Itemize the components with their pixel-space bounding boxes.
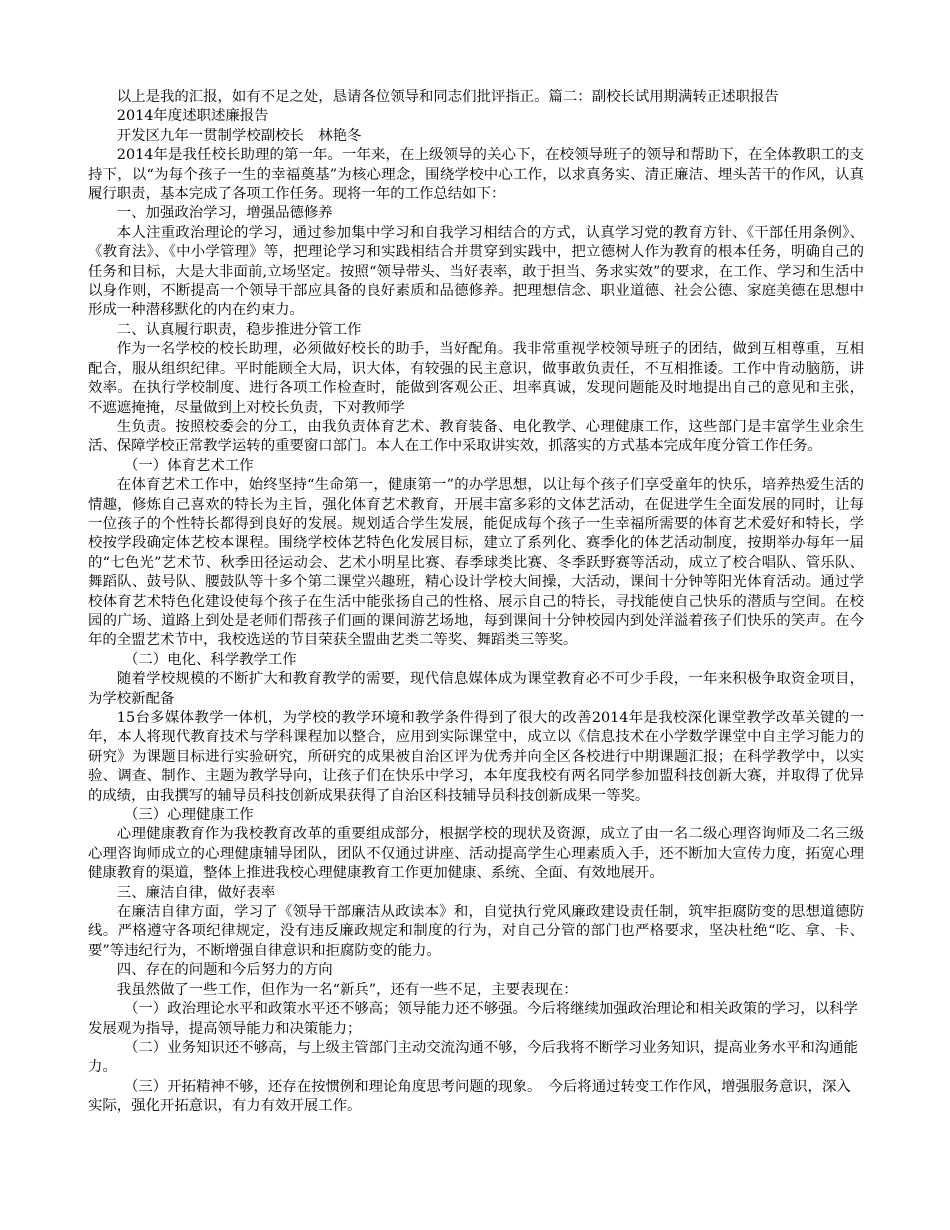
subsection-heading: （三）心理健康工作 bbox=[124, 807, 254, 824]
body-paragraph: 作为一名学校的校长助理，必须做好校长的助手，当好配角。我非常重视学校领导班子的团结，做到互相尊重，互相配合，服从组织纪律。平时能顾全大局，识大体，有较强的民主意识，做事敢负责任，不互相推诿。工作中肯动脑筋，讲效率。在执行学校制度、进行各项工作检查时，能做到客观公正、坦率真诚，发现问题能及时地提出自己的意见和主张，不遮遮掩掩，尽量做到上对校长负责，下对教师学 bbox=[88, 341, 864, 416]
intro-paragraph: 以上是我的汇报，如有不足之处，恳请各位领导和同志们批评指正。篇二：副校长试用期满转正述职报告 bbox=[116, 89, 779, 105]
body-paragraph: 我虽然做了一些工作，但作为一名“新兵”，还有一些不足，主要表现在： bbox=[116, 981, 578, 998]
section-heading: 二、认真履行职责，稳步推进分管工作 bbox=[116, 321, 362, 338]
list-item: （一）政治理论水平和政策水平还不够高；领导能力还不够强。今后将继续加强政治理论和相关政策的学习，以科学发展观为指导，提高领导能力和决策能力； bbox=[88, 1001, 858, 1037]
body-paragraph: 随着学校规模的不断扩大和教育教学的需要，现代信息媒体成为课堂教育必不可少手段，一年来积极争取资金项目，为学校新配备 bbox=[88, 671, 864, 707]
list-item: （三）开拓精神不够，还存在按惯例和理论角度思考问题的现象。 今后将通过转变工作作风，增强服务意识，深入实际，强化开拓意识，有力有效开展工作。 bbox=[88, 1078, 851, 1115]
body-paragraph: 本人注重政治理论的学习，通过参加集中学习和自我学习相结合的方式，认真学习党的教育方针、《干部任用条例》、《教育法》、《中小学管理》等，把理论学习和实践相结合并贯穿到实践中，把立德树人作为教育的根本任务，明确自己的任务和目标，大是大非面前,立场坚定。按照“领导带头、当好表率，敢于担当、务求实效”的要求，在工作、学习和生活中以身作则，不断提高一个领导干部应具备的良好素质和品德修养。把理想信念、职业道德、社会公德、家庭美德在思想中形成一种潜移默化的内在约束力。 bbox=[88, 224, 864, 319]
list-item: （二）业务知识还不够高，与上级主管部门主动交流沟通不够，今后我将不断学习业务知识，提高业务水平和沟通能力。 bbox=[88, 1039, 858, 1076]
section-heading: 三、廉洁自律，做好表率 bbox=[116, 884, 276, 901]
body-paragraph: 2014年是我任校长助理的第一年。一年来，在上级领导的关心下，在校领导班子的领导和帮助下，在全体教职工的支持下，以“为每个孩子一生的幸福奠基”为核心理念，围绕学校中心工作，以求真务实、清正廉洁、埋头苦干的作风，认真履行职责，基本完成了各项工作任务。现将一年的工作总结如下： bbox=[88, 147, 864, 203]
section-heading: 一、加强政治学习，增强品德修养 bbox=[116, 205, 333, 222]
report-title: 2014年度述职述廉报告 bbox=[116, 108, 269, 125]
subsection-heading: （二）电化、科学教学工作 bbox=[124, 651, 297, 668]
author-line: 开发区九年一贯制学校副校长 林艳冬 bbox=[116, 127, 362, 144]
body-paragraph: 在体育艺术工作中，始终坚持“生命第一，健康第一”的办学思想，以让每个孩子们享受童年的快乐，培养热爱生活的情趣，修炼自己喜欢的特长为主旨，强化体育艺术教育，开展丰富多彩的文体艺活动，在促进学生全面发展的同时，让每一位孩子的个性特长都得到良好的发展。规划适合学生发展，能促成每个孩子一生幸福所需要的体育艺术爱好和特长，学校按学段确定体艺校本课程。围绕学校体艺特色化发展目标，建立了系列化、赛季化的体艺活动制度，按期举办每年一届的“七色光”艺术节、秋季田径运动会、艺术小明星比赛、春季球类比赛、冬季跃野赛等活动，成立了校合唱队、管乐队、舞蹈队、鼓号队、腰鼓队等十多个第二课堂兴趣班，精心设计学校大间操，大活动，课间十分钟等阳光体育活动。通过学校体育艺术特色化建设使每个孩子在生活中能张扬自己的性格、展示自己的特长，寻找能使自己快乐的潜质与空间。在校园的广场、道路上到处是老师们帮孩子们画的课间游艺场地，每到课间十分钟校园内到处洋溢着孩子们快乐的笑声。在今年的全盟艺术节中，我校选送的节目荣获全盟曲艺类二等奖、舞蹈类三等奖。 bbox=[88, 477, 864, 649]
subsection-heading: （一）体育艺术工作 bbox=[124, 457, 254, 474]
body-paragraph: 在廉洁自律方面，学习了《领导干部廉洁从政读本》和，自觉执行党风廉政建设责任制，筑牢拒腐防变的思想道德防线。严格遵守各项纪律规定，没有违反廉政规定和制度的行为，对自己分管的部门也严格要求，坚决杜绝“吃、拿、卡、要”等违纪行为，不断增强自律意识和拒腐防变的能力。 bbox=[88, 904, 864, 959]
section-heading: 四、存在的问题和今后努力的方向 bbox=[116, 962, 333, 979]
body-paragraph: 生负责。按照校委会的分工，由我负责体育艺术、教育装备、电化教学、心理健康工作，这些部门是丰富学生业余生活、保障学校正常教学运转的重要窗口部门。本人在工作中采取讲实效，抓落实的方式基本完成年度分管工作任务。 bbox=[88, 418, 864, 455]
body-paragraph: 心理健康教育作为我校教育改革的重要组成部分，根据学校的现状及资源，成立了由一名二级心理咨询师及二名三级心理咨询师成立的心理健康辅导团队，团队不仅通过讲座、活动提高学生心理素质入手，还不断加大宣传力度，拓宽心理健康教育的渠道，整体上推进我校心理健康教育工作更加健康、系统、全面、有效地展开。 bbox=[88, 826, 864, 882]
body-paragraph: 15台多媒体教学一体机，为学校的教学环境和教学条件得到了很大的改善2014年是我校深化课堂教学改革关键的一年，本人将现代教育技术与学科课程加以整合，应用到实际课堂中，成立以《信息技术在小学数学课堂中自主学习能力的研究》为课题目标进行实验研究，所研究的成果被自治区评为优秀并向全区各校进行中期课题汇报；在科学教学中，以实验、调查、制作、主题为教学导向，让孩子们在快乐中学习，本年度我校有两名同学参加盟科技创新大赛，并取得了优异的成绩，由我撰写的辅导员科技创新成果获得了自治区科技辅导员科技创新成果一等奖。 bbox=[88, 710, 864, 804]
